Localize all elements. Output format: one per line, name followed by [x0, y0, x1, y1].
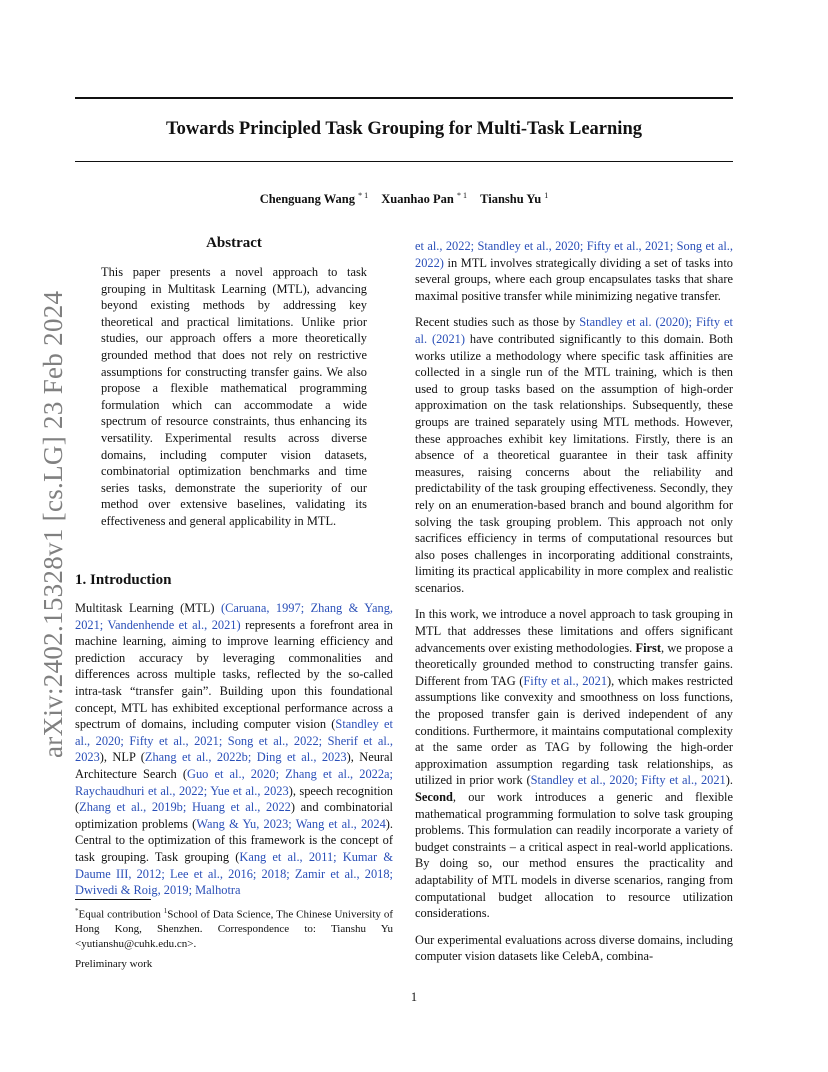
introduction-heading: 1. Introduction [75, 572, 172, 588]
intro-text: ), speech recognition ( [75, 783, 393, 815]
paragraph-text: , our work introduces a generic and flexible mathematical programming formulation to solve task grouping problems. This formulation can readily incorporate a variety of budget constraints – a critical aspect in real-world applications. By doing so, our method ensures the practicality and adaptability of MTL models in diverse scenarios, ranging from computational budget allocation to resource utilization considerations. [415, 790, 733, 921]
paragraph-text: in MTL involves strategically dividing a set of tasks into several groups, where each group encapsulates tasks that share maximal positive transfer while minimizing negative transfer. [415, 255, 733, 303]
footnote-text: Equal contribution [78, 908, 164, 921]
introduction-paragraph [75, 600, 393, 899]
author-name: Xuanhao Pan [381, 192, 454, 207]
citation-link[interactable]: Zhang et al., 2019b; Huang et al., 2022 [79, 800, 291, 815]
abstract-heading: Abstract [206, 235, 262, 251]
author [260, 192, 368, 206]
intro-text: ), Neural Architecture Search ( [75, 750, 393, 781]
citation-link[interactable]: (Caruana, 1997; Zhang & Yang, 2021; Vandenhende et al., 2021) [75, 601, 393, 632]
author [480, 192, 548, 206]
emphasis-first: First [635, 640, 661, 655]
paragraph [415, 606, 733, 921]
intro-text: ). Central to the optimization of this framework is the concept of task grouping. Task grouping ( [75, 816, 393, 864]
citation-link[interactable]: et al., 2022; Standley et al., 2020; Fifty et al., 2021; Song et al., 2022) [415, 239, 733, 270]
citation-link[interactable]: Zhang et al., 2022b; Ding et al., 2023 [144, 750, 347, 765]
right-column [415, 238, 733, 975]
citation-link[interactable]: Guo et al., 2020; Zhang et al., 2022a; Raychaudhuri et al., 2022; Yue et al., 2023 [75, 766, 393, 798]
paragraph-text: , we propose a theoretically grounded method to constructing transfer gains. Different from TAG ( [415, 640, 733, 688]
intro-text: Multitask Learning (MTL) [75, 601, 221, 615]
author-affiliation-mark: 1 [544, 191, 549, 200]
footnote-text: School of Data Science, The Chinese University of Hong Kong, Shenzhen. Correspondence to: Tianshu Yu <yutianshu@cuhk.edu.cn>. [75, 908, 393, 950]
title-rule-bottom [75, 161, 733, 162]
paragraph [415, 314, 733, 596]
citation-link[interactable]: Kang et al., 2011; Kumar & Daume III, 2012; Lee et al., 2016; 2018; Zamir et al., 2018; Dwivedi & Roig, 2019; Malhotra [75, 849, 393, 898]
abstract-body: This paper presents a novel approach to task grouping in Multitask Learning (MTL), advancing beyond existing methods by addressing key theoretical and practical limitations. Unlike prior studies, our approach offers a more theoretically grounded method that does not rely on restrictive assumptions for constructing transfer gains. We also propose a flexible mathematical programming formulation which can accommodate a wide spectrum of resource constraints, thus enhancing its versatility. Experimental results across diverse domains, including computer vision datasets, combinatorial optimization benchmarks and time series tasks, demonstrate the superiority of our method over extensive baselines, validating its effectiveness and general applicability in MTL. [101, 265, 367, 528]
author-name: Chenguang Wang [259, 192, 355, 207]
author [381, 192, 467, 206]
footnote-rule [75, 899, 151, 900]
citation-link[interactable]: Standley et al., 2020; Fifty et al., 2021 [530, 773, 726, 788]
footnote-mark: * [75, 907, 79, 915]
arxiv-identifier-stamp: arXiv:2402.15328v1 [cs.LG] 23 Feb 2024 [38, 290, 68, 758]
paragraph-text: Recent studies such as those by [415, 315, 580, 330]
citation-link[interactable]: Standley et al. (2020); Fifty et al. (2021) [415, 315, 733, 346]
title-rule-top [75, 97, 733, 99]
intro-text: ), NLP ( [99, 750, 145, 765]
intro-text: represents a forefront area in machine learning, aiming to improve learning efficiency and prediction accuracy by leveraging commonalities and differences across multiple tasks, reflected by the so-called intra-task “transfer gain”. Building upon this foundational concept, MTL has exhibited exceptional performance across a spectrum of domains, including computer vision ( [75, 617, 394, 732]
author-affiliation-mark: * 1 [456, 191, 467, 200]
citation-link[interactable]: Standley et al., 2020; Fifty et al., 2021; Song et al., 2022; Sherif et al., 2023 [75, 717, 393, 765]
paragraph-text: In this work, we introduce a novel approach to task grouping in MTL that addresses these limitations and offers significant advancements over existing methodologies. [415, 607, 733, 655]
page-number: 1 [410, 990, 418, 1004]
paragraph: Our experimental evaluations across diverse domains, including computer vision datasets like CelebA, combina- [415, 932, 733, 964]
emphasis-second: Second [415, 790, 453, 804]
paragraph [415, 238, 733, 304]
author-list [75, 191, 733, 207]
paragraph-text: ). [725, 773, 733, 788]
paragraph-text: have contributed significantly to this domain. Both works utilize a methodology where specific task affinities are collected in a single run of the MTL training, which is then used to group tasks based on the assumption of high-order approximation on the task relationships. Subsequently, these groups are trained separately using MTL methods. However, these approaches exhibit key limitations. Firstly, there is an absence of a theoretical guarantee in their task affinity measures, raising concerns about the reliability and predictability of the task grouping effectiveness. Secondly, they rely on an enumeration-based branch and bound algorithm for solving the task grouping problem. This approach not only sacrifices efficiency in terms of computational resources but also poses challenges in incorporating additional constraints, limiting its practical applicability in more complex and realistic scenarios. [415, 331, 733, 595]
footnote-mark: 1 [163, 907, 168, 915]
author-affiliation-mark: * 1 [358, 191, 369, 200]
footnote [75, 904, 393, 951]
citation-link[interactable]: Wang & Yu, 2023; Wang et al., 2024 [196, 816, 386, 831]
citation-link[interactable]: Fifty et al., 2021 [523, 673, 608, 688]
intro-text: ) and combinatorial optimization problems ( [75, 800, 394, 831]
preliminary-work-note: Preliminary work [75, 958, 153, 970]
paragraph-text: ), which makes restricted assumptions like convexity and smoothness on loss functions, the proposed transfer gain is derived independent of any conditions. Furthermore, it maintains computational complexity at the same order as TAG by following the high-order approximation assumption regarding task relationships, as utilized in prior work ( [415, 673, 733, 788]
paper-title: Towards Principled Task Grouping for Multi-Task Learning [166, 119, 642, 139]
author-name: Tianshu Yu [480, 192, 542, 207]
